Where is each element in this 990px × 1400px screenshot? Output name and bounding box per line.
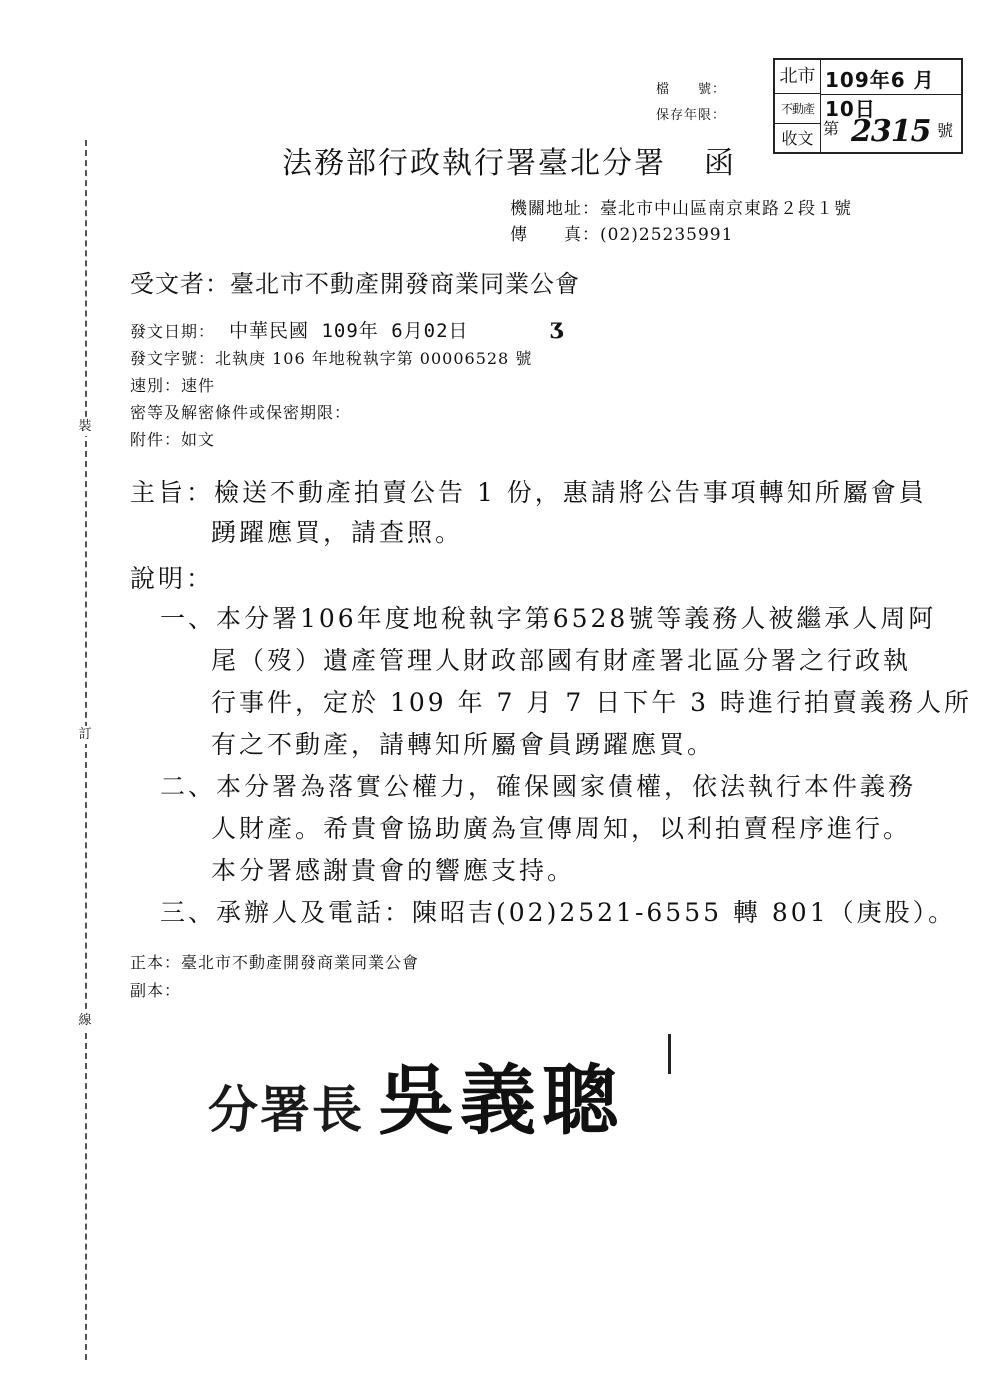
stamp-number: 2315 (851, 114, 931, 149)
explanation-item-3-line-1: 三、承辦人及電話：陳昭吉(02)2521-6555 轉 801（庚股）。 (160, 898, 957, 927)
subject-line-2: 踴躍應買，請查照。 (211, 518, 464, 547)
signature-mark (668, 1034, 671, 1074)
agency-name: 法務部行政執行署臺北分署 (282, 146, 666, 181)
signature-block (208, 1040, 624, 1149)
issue-date-value: 中華民國 109年 6月02日 (229, 320, 469, 342)
signature-name: 吳義聰 (378, 1056, 624, 1145)
explanation-heading: 說明： (130, 564, 215, 593)
handwritten-mark: ʒ (550, 314, 563, 340)
file-number-label: 檔 號： (656, 82, 727, 97)
document-title (282, 138, 736, 182)
stamp-number-prefix: 第 (823, 119, 840, 138)
subject-line-1: 主旨：檢送不動產拍賣公告 1 份，惠請將公告事項轉知所屬會員 (130, 478, 927, 507)
binding-char-ding: 訂 (68, 726, 102, 744)
explanation-item-1-line-4: 有之不動產，請轉知所屬會員踴躍應買。 (211, 730, 716, 759)
original-recipient: 正本：臺北市不動產開發商業同業公會 (130, 953, 420, 972)
binding-char-xian: 線 (68, 1012, 102, 1030)
stamp-org-type: 不動產 (775, 94, 821, 124)
document-type: 函 (704, 146, 736, 181)
explanation-item-1-line-3: 行事件，定於 109 年 7 月 7 日下午 3 時進行拍賣義務人所 (211, 688, 973, 717)
receipt-stamp (773, 58, 963, 154)
doc-number: 發文字號：北執庚 106 年地稅執字第 00006528 號 (130, 349, 533, 368)
stamp-org-short: 北市 (775, 60, 821, 94)
issue-date (130, 316, 469, 343)
copy-recipient: 副本： (130, 981, 182, 1000)
binding-char-zhuang: 裝 (68, 418, 102, 436)
explanation-item-2-line-1: 二、本分署為落實公權力，確保國家債權，依法執行本件義務 (160, 772, 917, 801)
signature-title: 分署長 (208, 1080, 364, 1139)
recipient: 受文者：臺北市不動產開發商業同業公會 (130, 270, 580, 298)
urgency: 速別：速件 (130, 376, 216, 395)
stamp-number-suffix: 號 (936, 121, 953, 140)
stamp-date: 109年6 月10日 (825, 68, 935, 121)
explanation-item-1-line-1: 一、本分署106年度地稅執字第6528號等義務人被繼承人周阿 (160, 604, 937, 633)
binding-dashed-line (85, 140, 87, 1360)
retention-label: 保存年限： (656, 108, 727, 123)
agency-fax: 傳 真：(02)25235991 (510, 225, 734, 245)
explanation-item-2-line-3: 本分署感謝貴會的響應支持。 (211, 856, 576, 885)
issue-date-label: 發文日期： (130, 322, 216, 341)
secrecy: 密等及解密條件或保密期限： (130, 403, 352, 422)
stamp-doc-label: 收文 (775, 124, 821, 154)
agency-address: 機關地址：臺北市中山區南京東路２段１號 (510, 199, 852, 219)
explanation-item-1-line-2: 尾（歿）遺產管理人財政部國有財產署北區分署之行政執 (211, 646, 912, 675)
explanation-item-2-line-2: 人財產。希貴會協助廣為宣傳周知，以利拍賣程序進行。 (211, 814, 912, 843)
attachment: 附件：如文 (130, 430, 216, 449)
